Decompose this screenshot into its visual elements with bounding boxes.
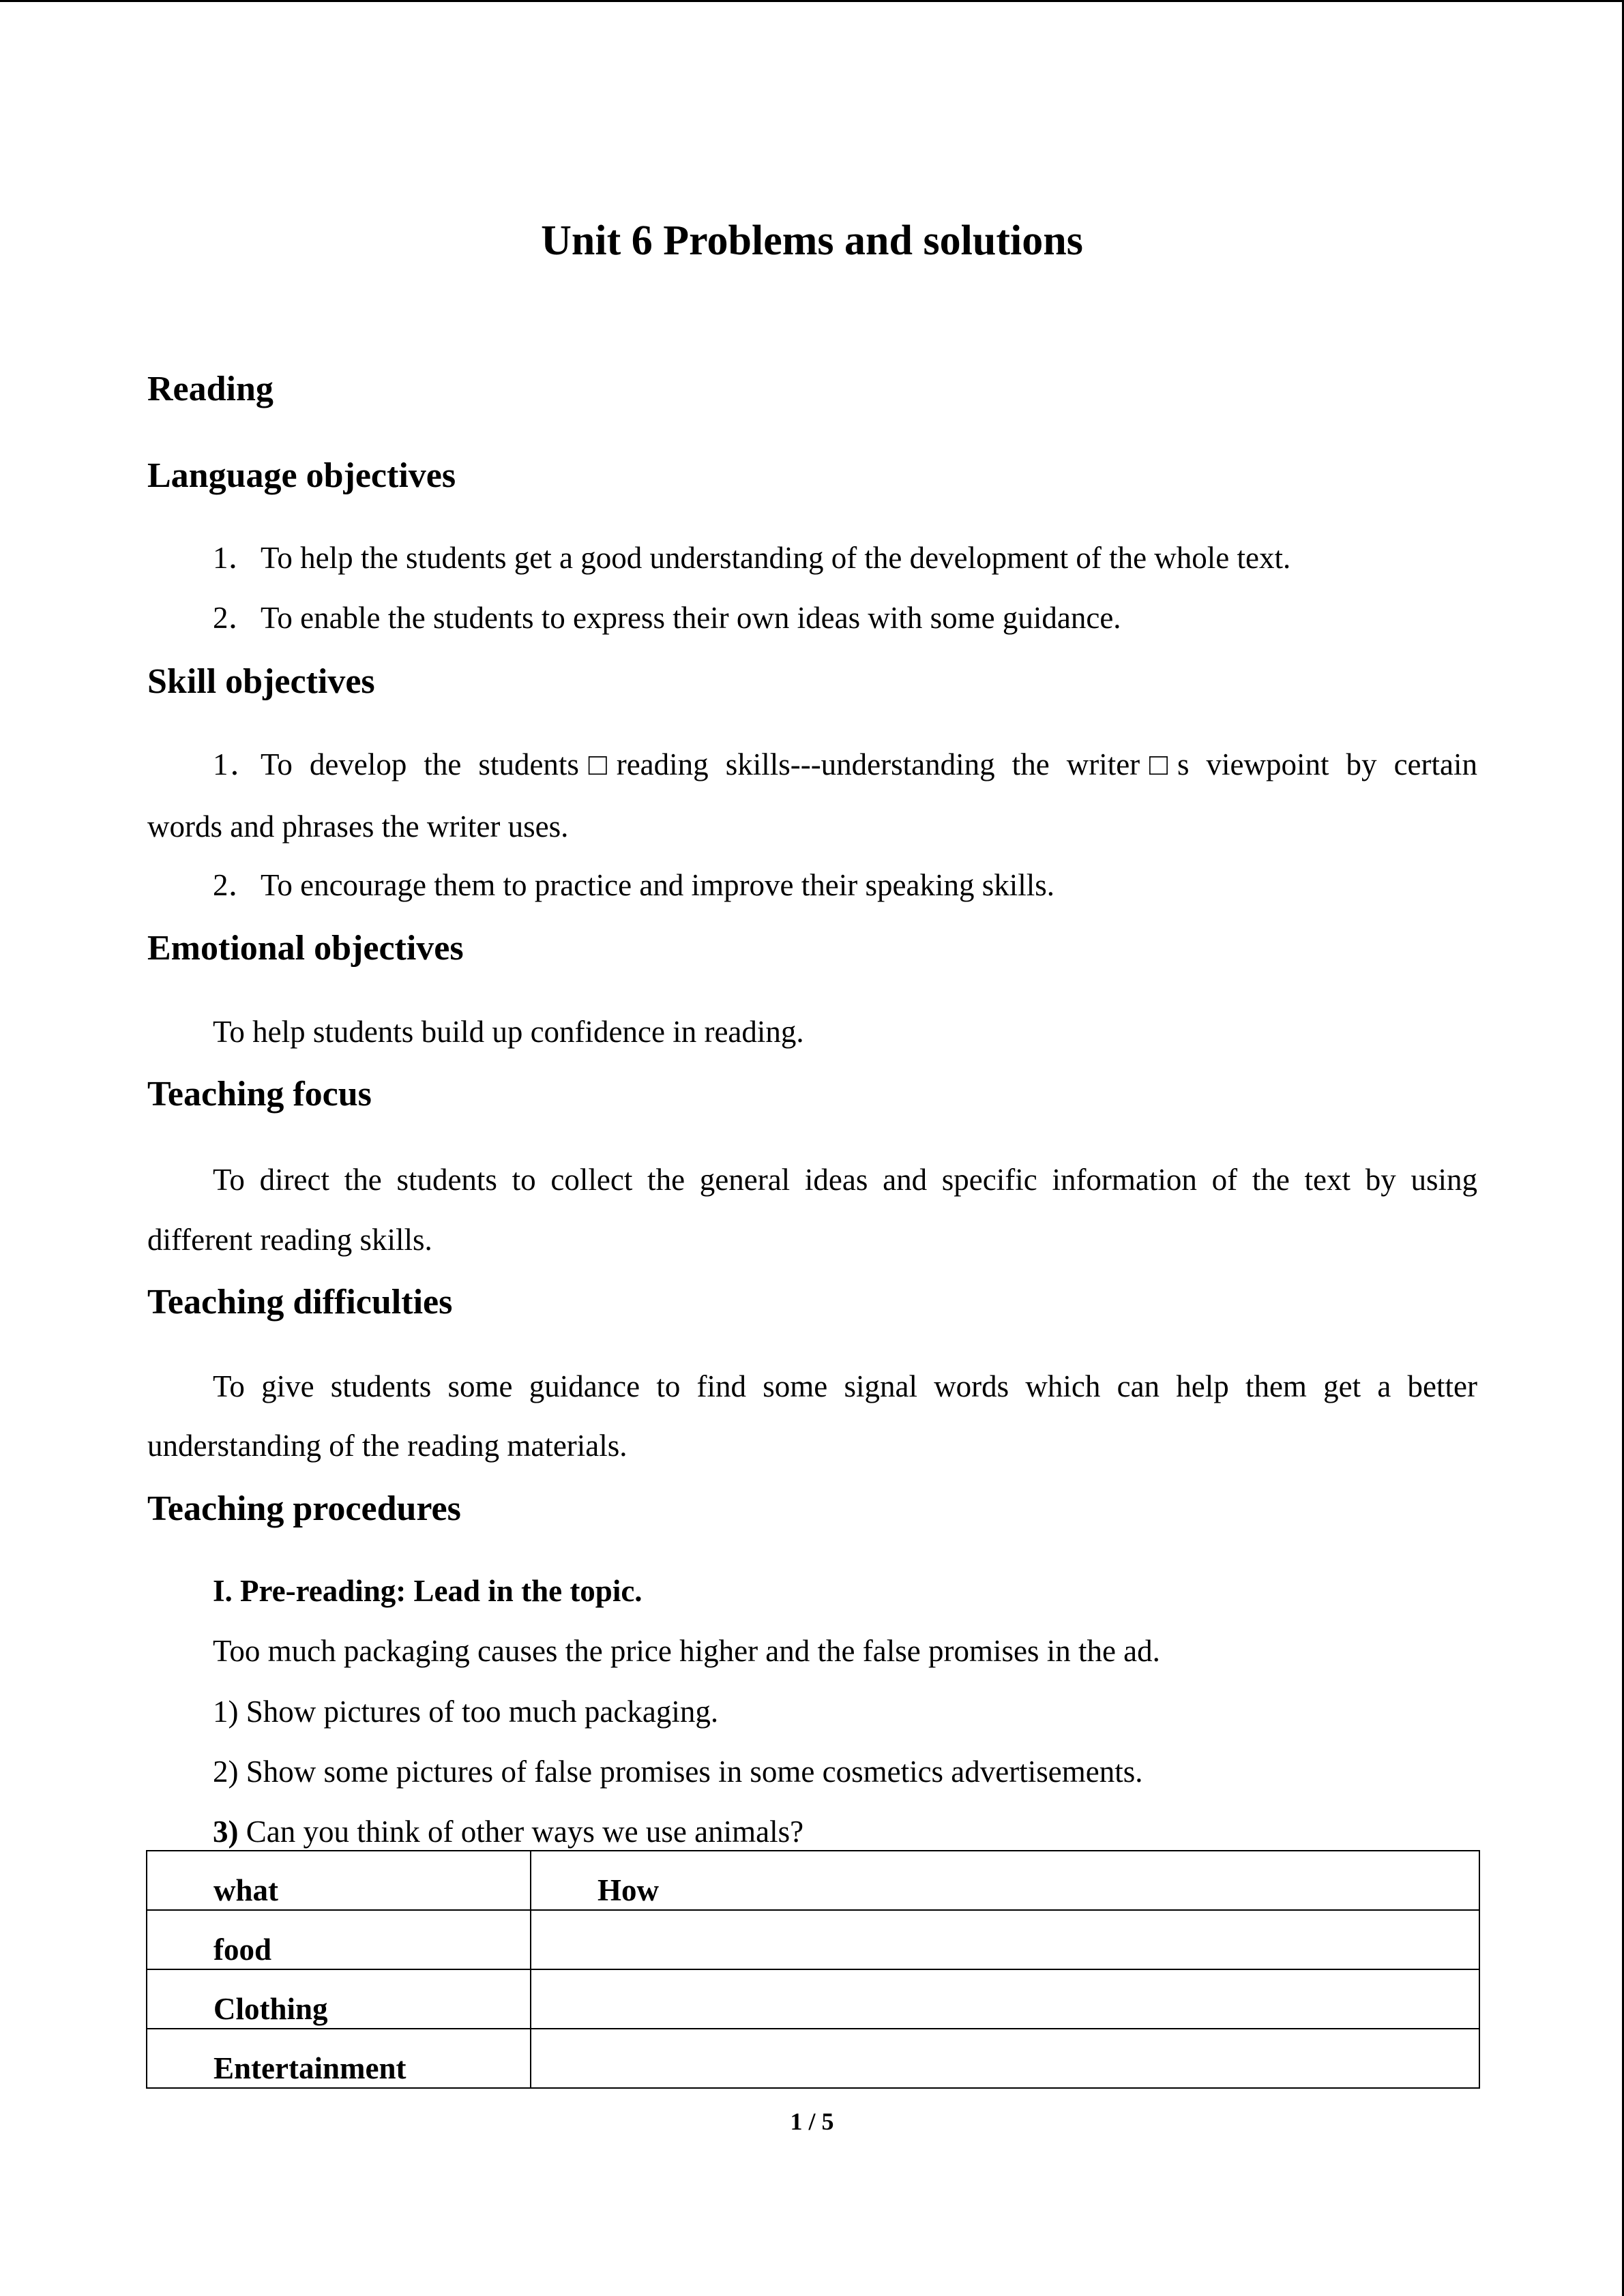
list-text: To enable the students to express their own ideas with some guidance. <box>261 601 1121 635</box>
pre-reading-intro: Too much packaging causes the price higher and the false promises in the ad. <box>213 1634 1160 1668</box>
language-objective-1 <box>213 537 1290 578</box>
table-header-what: what <box>147 1851 531 1910</box>
language-objective-2 <box>213 597 1121 638</box>
list-number: 2． <box>213 601 259 635</box>
heading-teaching-focus: Teaching focus <box>147 1075 372 1114</box>
heading-teaching-difficulties: Teaching difficulties <box>147 1283 453 1322</box>
procedure-item-2: 2) Show some pictures of false promises in some cosmetics advertisements. <box>213 1755 1143 1789</box>
heading-language-objectives: Language objectives <box>147 456 456 495</box>
table-cell-how <box>531 1910 1479 1969</box>
teaching-focus-line-2: different reading skills. <box>147 1223 432 1257</box>
list-text: To develop the students□reading skills---understanding the writer□s viewpoint by certain <box>261 747 1477 781</box>
list-number: 1． <box>213 541 259 575</box>
table-cell-what: Entertainment <box>147 2029 531 2088</box>
emotional-objective-text: To help students build up confidence in reading. <box>213 1015 804 1049</box>
skill-objective-1-line-2: words and phrases the writer uses. <box>147 809 569 844</box>
table-cell-how <box>531 1969 1479 2029</box>
list-number: 2． <box>213 868 259 902</box>
heading-emotional-objectives: Emotional objectives <box>147 929 464 968</box>
list-text: To encourage them to practice and improve their speaking skills. <box>261 868 1054 902</box>
skill-objective-1-line-1 <box>213 744 1477 785</box>
heading-skill-objectives: Skill objectives <box>147 662 375 701</box>
table-row <box>147 1910 1479 1969</box>
table-header-how: How <box>531 1851 1479 1910</box>
teaching-focus-line-1: To direct the students to collect the general ideas and specific information of the text by using <box>213 1163 1477 1197</box>
animal-uses-table <box>146 1850 1480 2089</box>
skill-objective-2 <box>213 865 1054 906</box>
teaching-difficulties-line-2: understanding of the reading materials. <box>147 1429 628 1463</box>
heading-reading: Reading <box>147 370 274 408</box>
list-number: 3) <box>213 1815 239 1849</box>
table-cell-what: Clothing <box>147 1969 531 2029</box>
list-number: 1． <box>213 747 261 781</box>
list-text: Can you think of other ways we use animals? <box>238 1815 804 1849</box>
table-row <box>147 2029 1479 2088</box>
document-title: Unit 6 Problems and solutions <box>541 218 1083 264</box>
procedure-item-1: 1) Show pictures of too much packaging. <box>213 1695 719 1729</box>
table-row <box>147 1969 1479 2029</box>
table-cell-how <box>531 2029 1479 2088</box>
table-header-row <box>147 1851 1479 1910</box>
page-number: 1 / 5 <box>790 2108 834 2135</box>
procedure-item-3 <box>213 1811 803 1852</box>
heading-teaching-procedures: Teaching procedures <box>147 1489 461 1528</box>
list-text: To help the students get a good understanding of the development of the whole text. <box>261 541 1291 575</box>
pre-reading-step-heading: I. Pre-reading: Lead in the topic. <box>213 1574 643 1608</box>
teaching-difficulties-line-1: To give students some guidance to find some signal words which can help them get a better <box>213 1369 1477 1403</box>
table-cell-what: food <box>147 1910 531 1969</box>
